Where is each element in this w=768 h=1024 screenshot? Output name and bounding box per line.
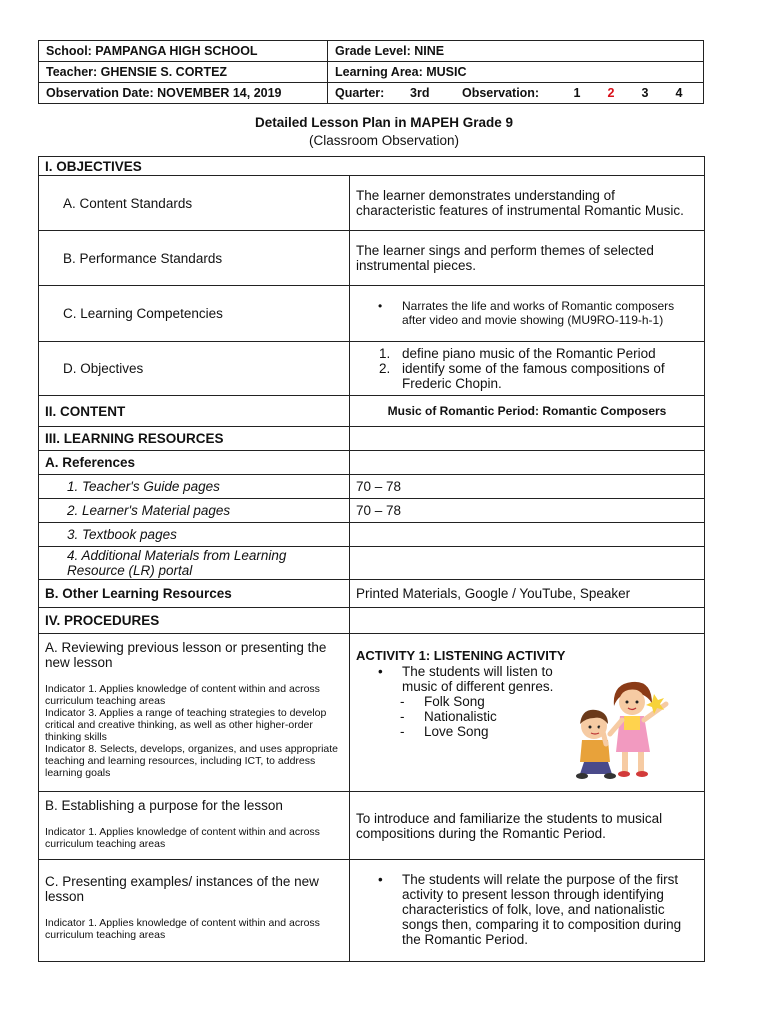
- teacher-cell: Teacher: GHENSIE S. CORTEZ: [39, 62, 328, 83]
- empty-cell: [350, 523, 705, 547]
- learning-competencies-cell: [350, 286, 705, 342]
- procedure-b-cell: [39, 792, 350, 860]
- references-label: A. References: [39, 451, 350, 475]
- learners-material-value: 70 – 78: [350, 499, 705, 523]
- genre-item: - Nationalistic: [356, 709, 698, 724]
- performance-standards-text: The learner sings and perform themes of selected instrumental pieces.: [350, 231, 705, 286]
- header-table: [38, 40, 704, 104]
- learners-material-label: 2. Learner's Material pages: [39, 499, 350, 523]
- observation-date-cell: Observation Date: NOVEMBER 14, 2019: [39, 83, 328, 104]
- other-resources-value: Printed Materials, Google / YouTube, Speaker: [350, 580, 705, 608]
- quarter-value: 3rd: [410, 86, 430, 100]
- procedure-c-cell-right: [350, 860, 705, 962]
- quarter-label: Quarter:: [335, 86, 385, 100]
- content-text: Music of Romantic Period: Romantic Composers: [350, 396, 705, 427]
- page-subtitle: (Classroom Observation): [308, 133, 460, 148]
- competency-item: • Narrates the life and works of Romantic composers after video and movie showing (MU9RO-119-h-1): [356, 300, 698, 327]
- procedure-c-label: C. Presenting examples/ instances of the new lesson: [45, 874, 319, 904]
- observation-number-selected: 2: [607, 86, 615, 100]
- procedures-heading: IV. PROCEDURES: [39, 608, 350, 634]
- additional-materials-label: 4. Additional Materials from Learning Resource (LR) portal: [39, 547, 350, 580]
- empty-cell: [350, 547, 705, 580]
- procedure-b-label: B. Establishing a purpose for the lesson: [45, 798, 283, 813]
- objectives-heading: I. OBJECTIVES: [39, 157, 705, 176]
- textbook-label: 3. Textbook pages: [39, 523, 350, 547]
- objectives-label: D. Objectives: [39, 342, 350, 396]
- observation-number: 3: [641, 86, 649, 100]
- observation-number: 1: [573, 86, 581, 100]
- empty-cell: [350, 451, 705, 475]
- objectives-list-cell: [350, 342, 705, 396]
- quarter-observation-cell: [328, 83, 704, 104]
- activity-bullet: • The students will listen to music of different genres.: [356, 664, 576, 694]
- genre-item: - Folk Song: [356, 694, 698, 709]
- activity-cell: [350, 634, 705, 792]
- school-cell: School: PAMPANGA HIGH SCHOOL: [39, 41, 328, 62]
- content-standards-label: A. Content Standards: [39, 176, 350, 231]
- activity-title: ACTIVITY 1: LISTENING ACTIVITY: [356, 648, 566, 663]
- observation-number: 4: [675, 86, 683, 100]
- genre-item: - Love Song: [356, 724, 698, 739]
- objective-item: 2. identify some of the famous compositions of Frederic Chopin.: [379, 361, 665, 391]
- learning-resources-heading: III. LEARNING RESOURCES: [39, 427, 350, 451]
- observation-label: Observation:: [462, 86, 540, 100]
- procedure-c-indicator: Indicator 1. Applies knowledge of content within and across curriculum teaching areas: [45, 917, 320, 941]
- procedure-a-cell: [39, 634, 350, 792]
- teachers-guide-label: 1. Teacher's Guide pages: [39, 475, 350, 499]
- procedure-a-indicators: Indicator 1. Applies knowledge of content within and across curriculum teaching areas Indicator 3. Applies a range of teaching strategies to develop critical and creative thinking, as well as other higher-order thinking skills Indicator 8. Selects, develops, organizes, and uses appropriate teaching and learning resources, including ICT, to address learning goals: [45, 683, 339, 779]
- content-standards-text: The learner demonstrates understanding of characteristic features of instrumental Romantic Music.: [350, 176, 705, 231]
- performance-standards-label: B. Performance Standards: [39, 231, 350, 286]
- grade-level-cell: Grade Level: NINE: [328, 41, 704, 62]
- empty-cell: [350, 608, 705, 634]
- objective-item: 1. define piano music of the Romantic Period: [379, 346, 656, 361]
- lesson-plan-table: [38, 156, 705, 962]
- content-heading: II. CONTENT: [39, 396, 350, 427]
- procedure-a-label: A. Reviewing previous lesson or presenting the new lesson: [45, 640, 327, 670]
- empty-cell: [350, 427, 705, 451]
- procedure-b-text: To introduce and familiarize the students to musical compositions during the Romantic Period.: [350, 792, 705, 860]
- procedure-c-cell: [39, 860, 350, 962]
- page-title: Detailed Lesson Plan in MAPEH Grade 9: [254, 115, 514, 130]
- learning-area-cell: Learning Area: MUSIC: [328, 62, 704, 83]
- learning-competencies-label: C. Learning Competencies: [39, 286, 350, 342]
- procedure-b-indicator: Indicator 1. Applies knowledge of content within and across curriculum teaching areas: [45, 826, 320, 850]
- procedure-c-text: • The students will relate the purpose of the first activity to present lesson through identifying characteristics of folk, love, and nationalistic songs then, comparing it to composition during the Romantic Period.: [356, 872, 698, 947]
- other-resources-label: B. Other Learning Resources: [39, 580, 350, 608]
- children-listening-illustration: [566, 674, 684, 782]
- teachers-guide-value: 70 – 78: [350, 475, 705, 499]
